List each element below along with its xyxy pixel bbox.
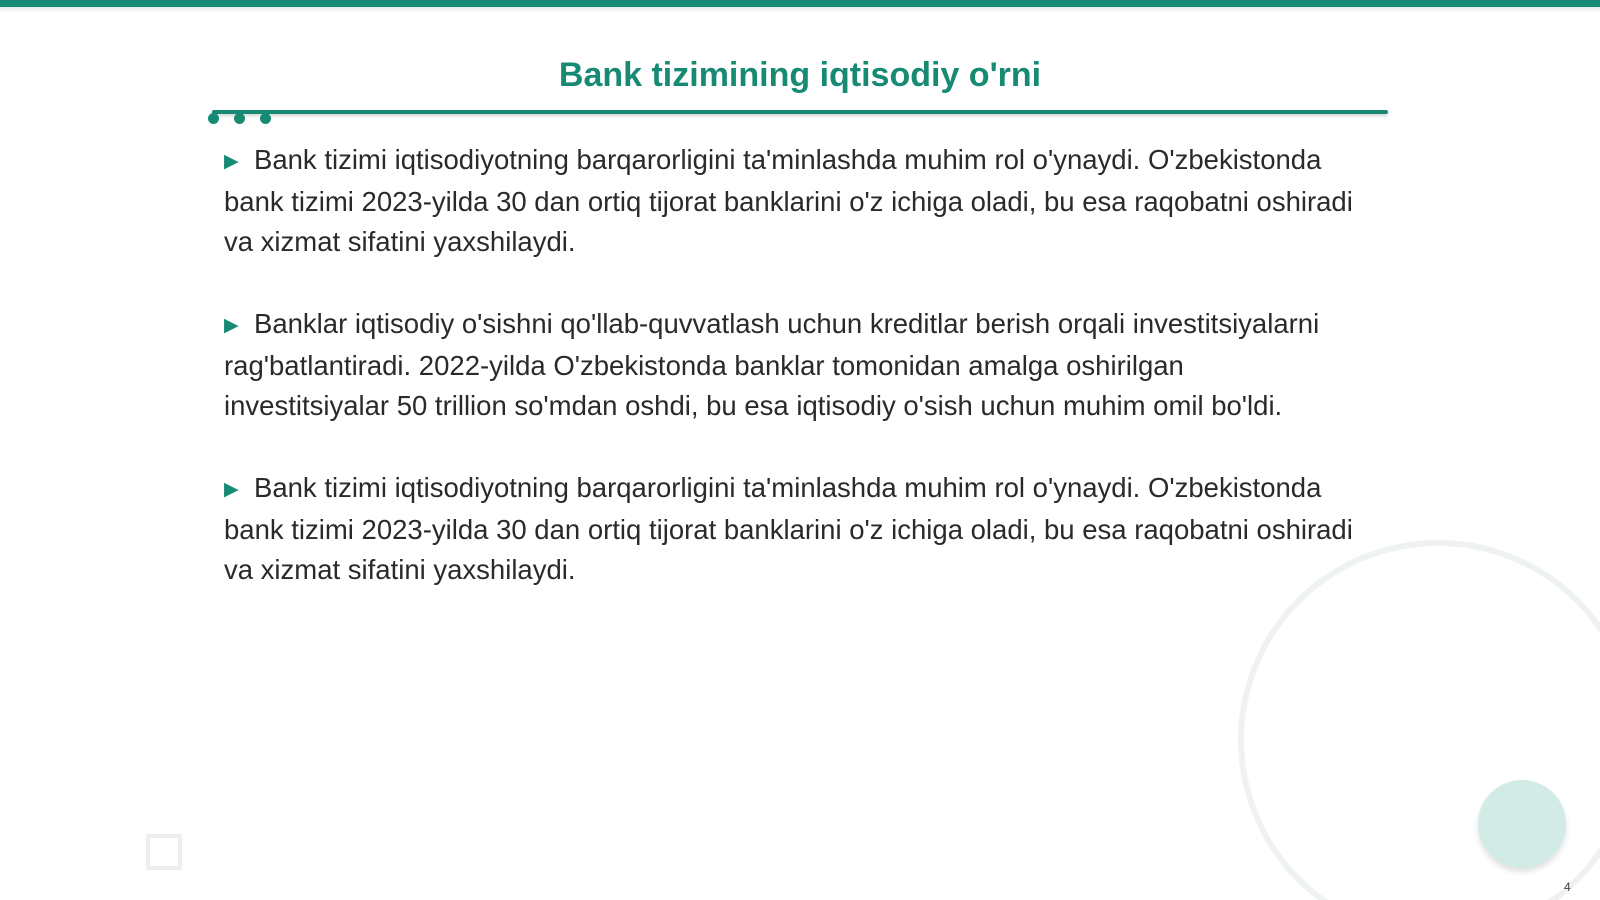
triangle-bullet-icon: ▶ <box>224 315 239 336</box>
title-dot <box>208 113 219 124</box>
bullet-paragraph <box>224 304 1354 426</box>
bullet-list <box>224 140 1354 632</box>
top-bar-shadow <box>0 7 1600 13</box>
title-dot <box>260 113 271 124</box>
bullet-paragraph <box>224 468 1354 590</box>
decorative-square <box>146 834 182 870</box>
top-accent-bar <box>0 0 1600 7</box>
slide-title: Bank tizimining iqtisodiy o'rni <box>558 56 1042 94</box>
title-underline <box>212 110 1388 114</box>
bullet-text: Bank tizimi iqtisodiyotning barqarorligini ta'minlashda muhim rol o'ynaydi. O'zbekistonda bank tizimi 2023-yilda 30 dan ortiq tijorat banklarini o'z ichiga oladi, bu esa raqobatni oshiradi va xizmat sifatini yaxshilaydi. <box>224 144 1353 257</box>
bullet-text: Banklar iqtisodiy o'sishni qo'llab-quvvatlash uchun kreditlar berish orqali investitsiyalarni rag'batlantiradi. 2022-yilda O'zbekistonda banklar tomonidan amalga oshirilgan investitsiyalar 50 trillion so'mdan oshdi, bu esa iqtisodiy o'sish uchun muhim omil bo'ldi. <box>224 308 1320 421</box>
page-number: 4 <box>1564 880 1571 894</box>
decorative-blob <box>1478 780 1566 868</box>
bullet-paragraph <box>224 140 1354 262</box>
title-dot <box>234 113 245 124</box>
triangle-bullet-icon: ▶ <box>224 479 239 500</box>
bullet-text: Bank tizimi iqtisodiyotning barqarorligini ta'minlashda muhim rol o'ynaydi. O'zbekistonda bank tizimi 2023-yilda 30 dan ortiq tijorat banklarini o'z ichiga oladi, bu esa raqobatni oshiradi va xizmat sifatini yaxshilaydi. <box>224 472 1353 585</box>
triangle-bullet-icon: ▶ <box>224 151 239 172</box>
